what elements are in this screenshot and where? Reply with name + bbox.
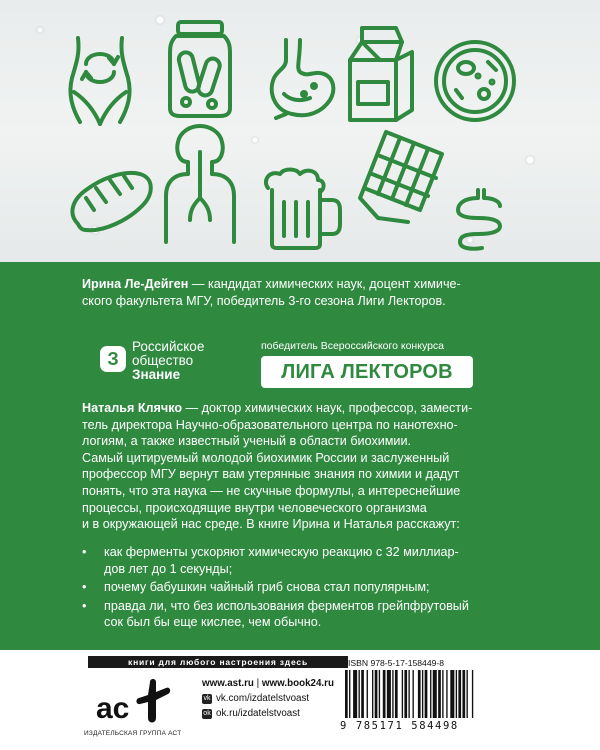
ast-logo-icon	[92, 674, 182, 726]
intestine-icon	[448, 188, 510, 252]
author2-line6: понять, что эта наука — не скучные формулы, а интереснейшие	[82, 483, 461, 498]
list-item: • почему бабушкин чайный гриб снова стал популярным;	[82, 579, 522, 596]
website-links-row	[202, 676, 334, 691]
vk-link[interactable]: vk.com/izdatelstvoast	[216, 693, 310, 704]
chocolate-bar-icon	[356, 126, 450, 226]
site2-link[interactable]: www.book24.ru	[261, 678, 334, 689]
topic-list	[82, 544, 522, 633]
author1-bio	[82, 276, 522, 309]
author2-line3: логиям, а также известный ученый в области биохимии.	[82, 434, 411, 449]
barcode-icon	[343, 670, 521, 718]
rz-logo-text	[132, 340, 204, 381]
ok-row	[202, 706, 334, 721]
author2-line4: Самый цитируемый молодой биохимик России и заслуженный	[82, 450, 450, 465]
petri-dish-icon	[432, 38, 518, 124]
pickle-jar-icon	[164, 18, 236, 120]
rz-badge-icon: З	[100, 346, 126, 372]
author2-line8: и в окружающей нас среде. В книге Ирина и Наталья расскажут:	[82, 517, 460, 532]
isbn-text: ISBN 978-5-17-158449-8	[348, 658, 445, 668]
description-panel	[0, 262, 600, 650]
list-item: • правда ли, что без использования ферментов грейпфрутовый сок был бы еще кислее, чем обычно.	[82, 598, 522, 631]
milk-carton-icon	[340, 24, 424, 124]
site1-link[interactable]: www.ast.ru	[202, 678, 254, 689]
rz-logo-line3: Знание	[132, 366, 181, 382]
publisher-links	[202, 676, 334, 721]
svg-text:ac: ac	[96, 692, 130, 725]
author2-line1: — доктор химических наук, профессор, замести-	[182, 401, 473, 415]
stomach-icon	[264, 38, 340, 126]
tagline-bar: книги для любого настроения здесь	[88, 656, 348, 668]
author2-line7: процессы, происходящие внутри человеческого организма	[82, 500, 427, 515]
liga-title-badge: ЛИГА ЛЕКТОРОВ	[261, 356, 473, 388]
author2-name: Наталья Клячко	[82, 401, 183, 415]
ast-logo-caption: ИЗДАТЕЛЬСКАЯ ГРУППА АСТ	[84, 730, 182, 737]
author2-line2: тель директора Научно-образовательного центра по нанотехно-	[82, 417, 458, 432]
publisher-area	[0, 650, 600, 750]
ok-link[interactable]: ok.ru/izdatelstvoast	[216, 708, 300, 719]
vk-icon: vk	[203, 694, 211, 702]
list-item: • как ферменты ускоряют химическую реакцию с 32 миллиар- дов лет до 1 секунды;	[82, 544, 522, 577]
author2-line5: профессор МГУ вернут вам утерянные знания по химии и дадут	[82, 467, 460, 482]
waist-icon	[64, 34, 136, 126]
beer-mug-icon	[262, 166, 344, 250]
liga-caption: победитель Всероссийского конкурса	[261, 340, 445, 352]
vk-row	[202, 691, 334, 706]
ok-icon: ok	[203, 709, 211, 717]
author1-bio-line1: — кандидат химических наук, доцент химиче-	[188, 277, 461, 291]
author1-name: Ирина Ле-Дейген	[82, 277, 189, 291]
links-separator: |	[253, 678, 262, 689]
respiratory-torso-icon	[160, 124, 240, 246]
author1-bio-line2: ского факультета МГУ, победитель 3-го сезона Лиги Лекторов.	[82, 293, 446, 308]
barcode-digits: 9 785171 584498	[340, 720, 459, 732]
rz-logo	[100, 340, 250, 390]
bread-loaf-icon	[66, 166, 156, 236]
author2-bio	[82, 400, 522, 533]
rz-logo-line1: Российское	[132, 339, 205, 354]
illustration-area	[0, 0, 600, 262]
rz-logo-line2: общество	[132, 352, 194, 368]
